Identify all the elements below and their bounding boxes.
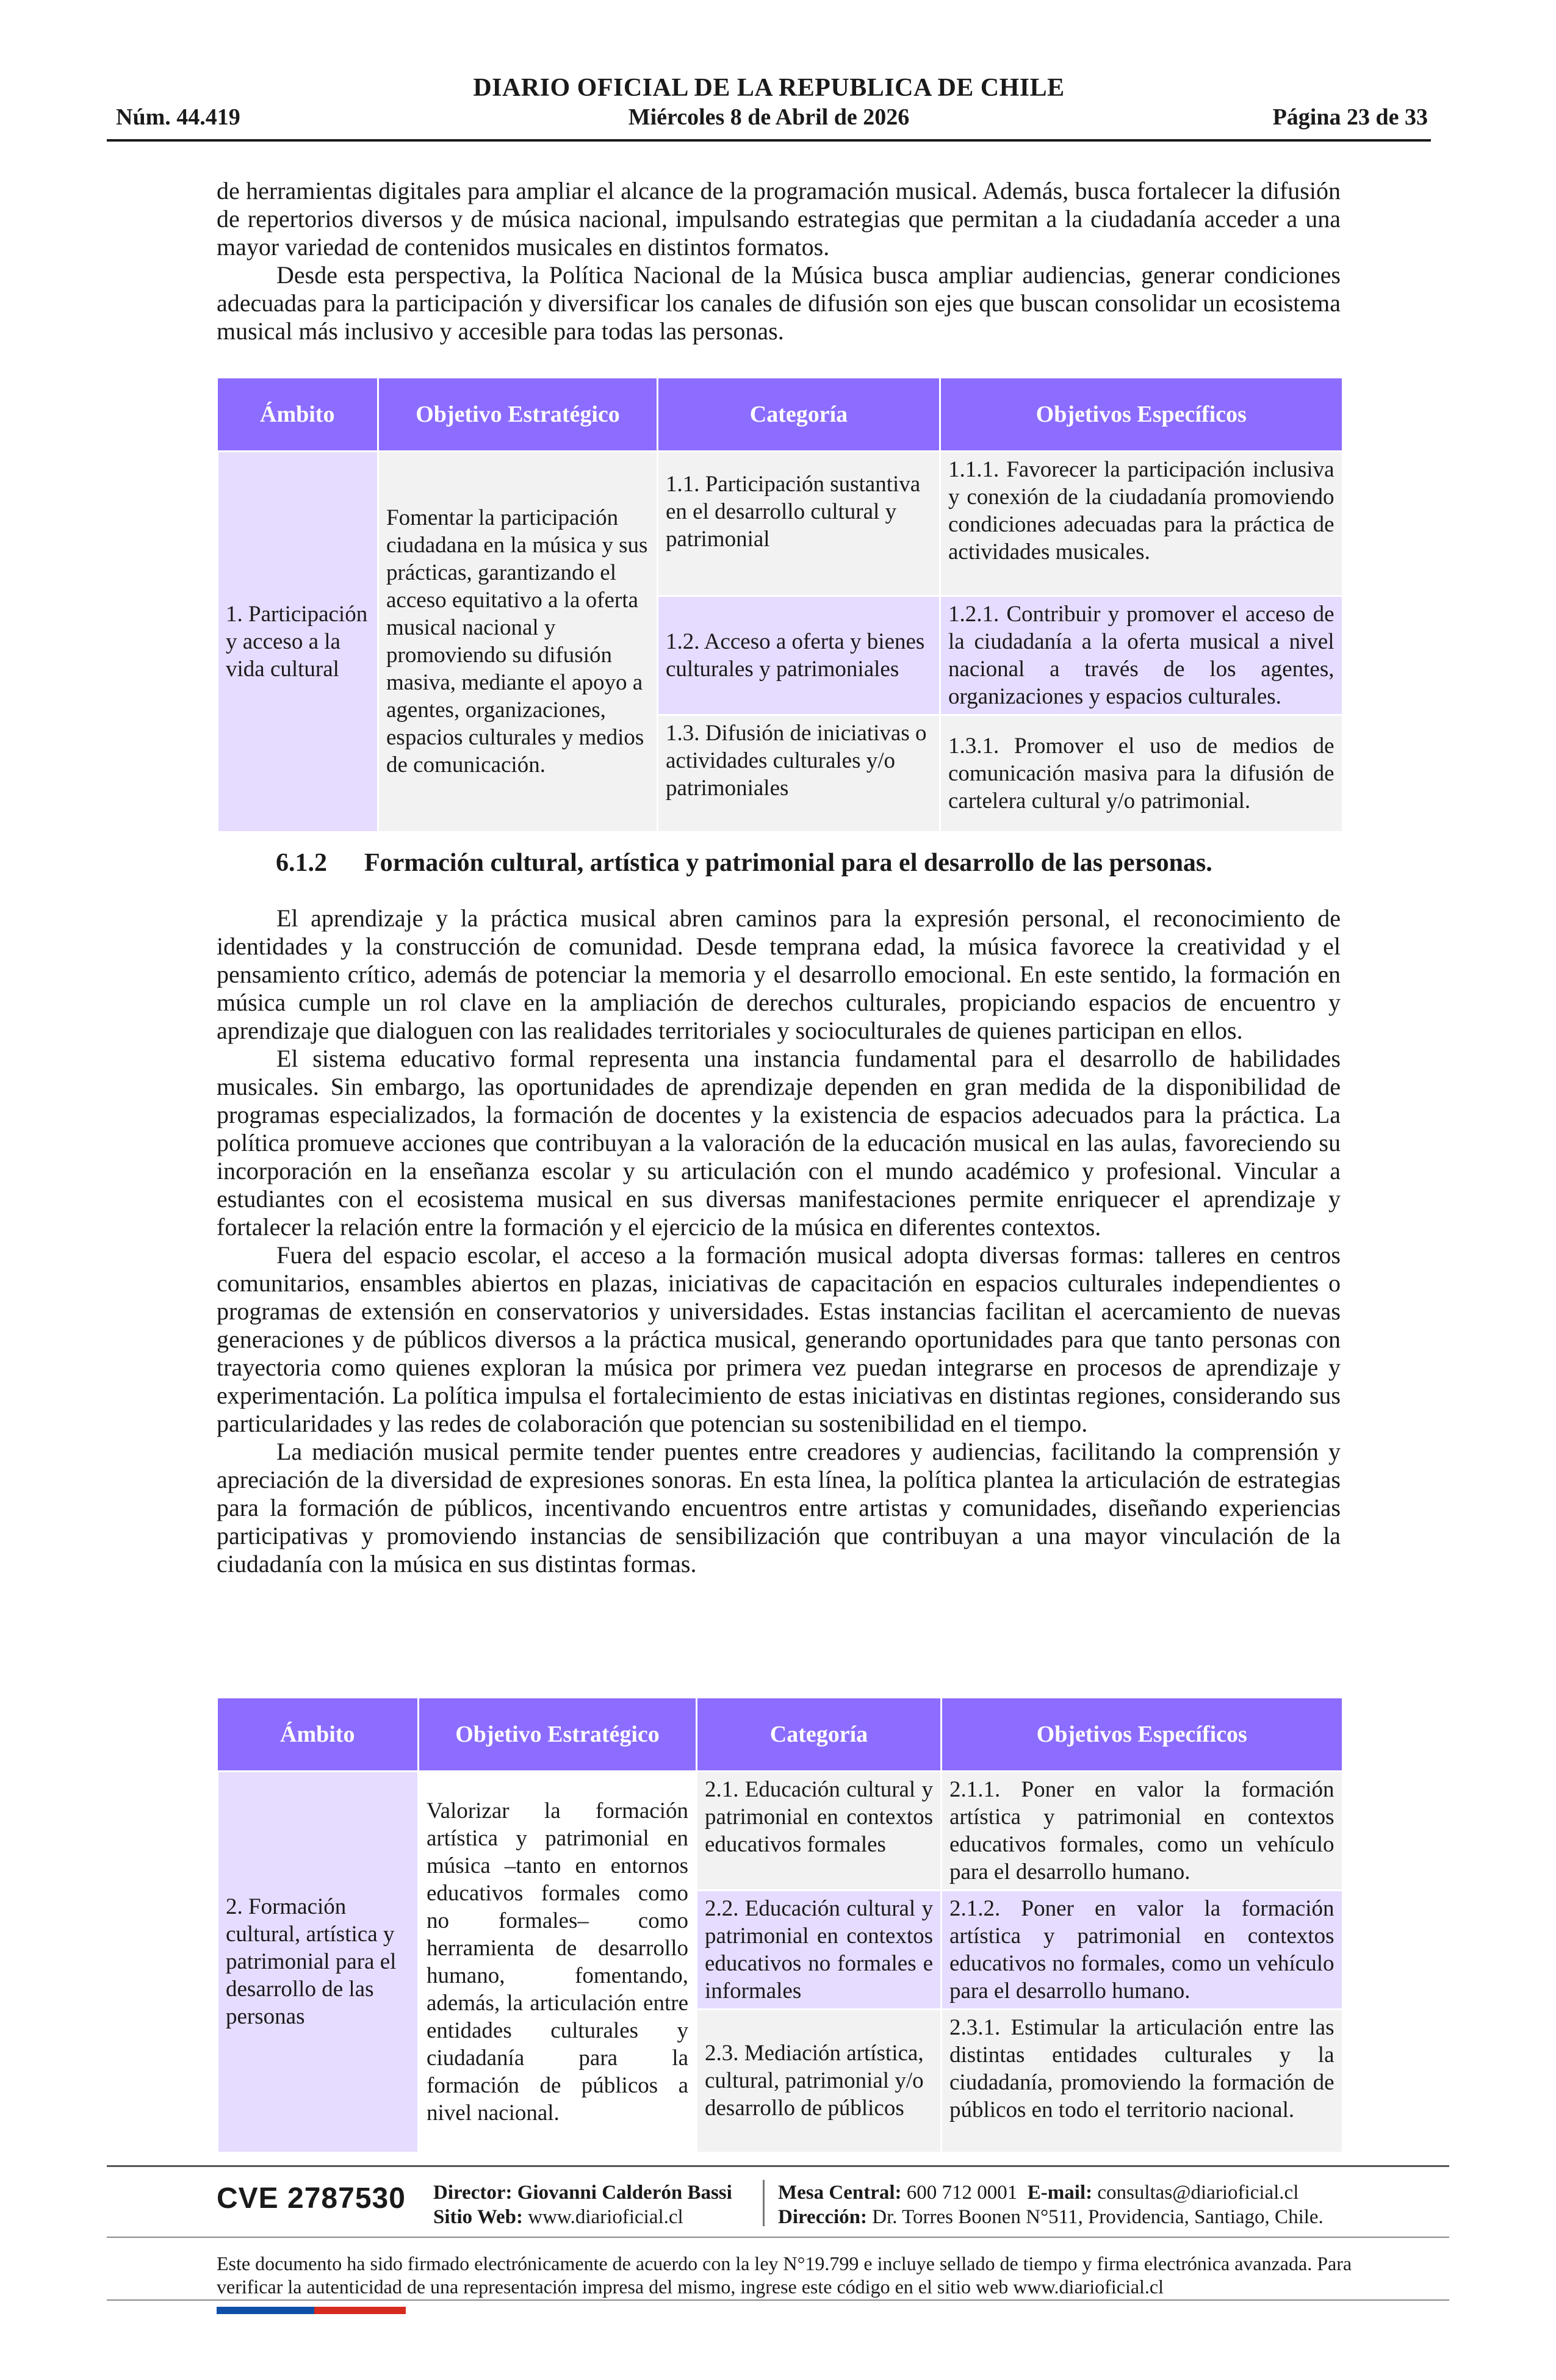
body-paragraph-3: Fuera del espacio escolar, el acceso a la formación musical adopta diversas formas: talleres en centros comunitarios, ensambles abiertos en plazas, iniciativas de capacitación en espacios culturales independientes o programas de extensión en conservatorios y universidades. Estas instancias facilitan el acercamiento de nuevas generaciones y de públicos diversos a la práctica musical, generando oportunidades para que tanto personas con trayectoria como quienes exploran la música por primera vez puedan integrarse en procesos de aprendizaje y experimentación. La política impulsa el fortalecimiento de estas iniciativas en distintas regiones, considerando sus particularidades y las redes de colaboración que potencian su sostenibilidad en el tiempo. [217, 1241, 1341, 1437]
cve-code: CVE 2787530 [217, 2182, 406, 2215]
page-header [107, 73, 1431, 148]
footer-divider [763, 2180, 765, 2226]
categoria-cell: 2.1. Educación cultural y patrimonial en contextos educativos formales [697, 1772, 942, 1891]
page-number: Página 23 de 33 [1272, 104, 1428, 130]
table-row [218, 1772, 1342, 1891]
flag-stripe-blue [217, 2307, 314, 2314]
section-heading [276, 848, 1212, 878]
contact-block [778, 2180, 1324, 2229]
signature-notice: Este documento ha sido firmado electrónicamente de acuerdo con la ley N°19.799 e incluye sellado de tiempo y firma electrónica avanzada. Para verificar la autenticidad de una representación impresa del mismo, ingrese este código en el sitio web www.diarioficial.cl [217, 2252, 1352, 2298]
ambito-cell: 1. Participación y acceso a la vida cultural [218, 452, 378, 831]
body-paragraph-4: La mediación musical permite tender puentes entre creadores y audiencias, facilitando la comprensión y apreciación de la diversidad de expresiones sonoras. En esta línea, la política plantea la articulación de estrategias para la formación de públicos, incentivando encuentros entre artistas y comunidades, diseñando experiencias participativas y promoviendo instancias de sensibilización que contribuyan a una mayor vinculación de la ciudadanía con la música en sus distintas formas. [217, 1438, 1341, 1578]
footer-rule-top [107, 2165, 1449, 2167]
objectives-table-1 [217, 378, 1342, 831]
header-ambito: Ámbito [218, 1698, 419, 1772]
header-objetivo: Objetivo Estratégico [419, 1698, 697, 1772]
mesa-label: Mesa Central: [778, 2182, 902, 2204]
ambito-cell: 2. Formación cultural, artística y patrimonial para el desarrollo de las personas [218, 1772, 419, 2152]
email-link[interactable]: consultas@diarioficial.cl [1097, 2182, 1299, 2204]
categoria-cell: 2.2. Educación cultural y patrimonial en contextos educativos no formales e informales [697, 1891, 942, 2010]
director-name: Giovanni Calderón Bassi [517, 2182, 732, 2204]
especifico-cell: 2.1.2. Poner en valor la formación artística y patrimonial en contextos educativos no formales, como un vehículo para el desarrollo humano. [942, 1891, 1342, 2010]
address-label: Dirección: [778, 2206, 868, 2228]
phone-number: 600 712 0001 [906, 2182, 1018, 2204]
intro-paragraph-2: Desde esta perspectiva, la Política Nacional de la Música busca ampliar audiencias, generar condiciones adecuadas para la participación y diversificar los canales de difusión son ejes que buscan consolidar un ecosistema musical más inclusivo y accesible para todas las personas. [217, 261, 1341, 345]
issue-date: Miércoles 8 de Abril de 2026 [628, 104, 910, 130]
table-row [218, 452, 1342, 596]
email-label: E-mail: [1027, 2182, 1093, 2204]
categoria-cell: 1.2. Acceso a oferta y bienes culturales y patrimoniales [658, 596, 940, 715]
website-link[interactable]: www.diarioficial.cl [528, 2206, 683, 2228]
categoria-cell: 2.3. Mediación artística, cultural, patrimonial y/o desarrollo de públicos [697, 2010, 942, 2152]
categoria-cell: 1.1. Participación sustantiva en el desarrollo cultural y patrimonial [658, 452, 940, 596]
especifico-cell: 2.3.1. Estimular la articulación entre las distintas entidades culturales y la ciudadanía, promoviendo la formación de públicos en todo el territorio nacional. [942, 2010, 1342, 2152]
section-body [217, 904, 1341, 1578]
website-label: Sitio Web: [433, 2206, 524, 2228]
header-ambito: Ámbito [218, 378, 378, 452]
header-especificos: Objetivos Específicos [942, 1698, 1342, 1772]
objectives-table-2 [217, 1698, 1342, 2152]
address: Dr. Torres Boonen N°511, Providencia, Santiago, Chile. [872, 2206, 1324, 2228]
section-number: 6.1.2 [276, 849, 327, 877]
issue-number: Núm. 44.419 [116, 104, 240, 130]
director-label: Director: [433, 2182, 513, 2204]
header-objetivo: Objetivo Estratégico [378, 378, 658, 452]
objetivo-cell: Valorizar la formación artística y patrimonial en música –tanto en entornos educativos formales como no formales– como herramienta de desarrollo humano, fomentando, además, la articulación entre entidades culturales y ciudadanía para la formación de públicos a nivel nacional. [419, 1772, 697, 2152]
header-especificos: Objetivos Específicos [940, 378, 1342, 452]
especifico-cell: 1.2.1. Contribuir y promover el acceso de la ciudadanía a la oferta musical a nivel nacional a través de los agentes, organizaciones y espacios culturales. [940, 596, 1342, 715]
section-title: Formación cultural, artística y patrimonial para el desarrollo de las personas. [364, 849, 1212, 877]
flag-stripe-red [314, 2307, 406, 2314]
table-header-row [218, 1698, 1342, 1772]
table-header-row [218, 378, 1342, 452]
intro-paragraph-1: de herramientas digitales para ampliar el alcance de la programación musical. Además, busca fortalecer la difusión de repertorios diversos y de música nacional, impulsando estrategias que permitan a la ciudadanía acceder a una mayor variedad de contenidos musicales en distintos formatos. [217, 177, 1341, 261]
header-categoria: Categoría [658, 378, 940, 452]
footer-rule-bottom [107, 2299, 1449, 2301]
footer-rule-mid [107, 2237, 1449, 2238]
objetivo-cell: Fomentar la participación ciudadana en la música y sus prácticas, garantizando el acceso equitativo a la oferta musical nacional y promoviendo su difusión masiva, mediante el apoyo a agentes, organizaciones, espacios culturales y medios de comunicación. [378, 452, 658, 831]
especifico-cell: 1.3.1. Promover el uso de medios de comunicación masiva para la difusión de cartelera cultural y/o patrimonial. [940, 715, 1342, 831]
categoria-cell: 1.3. Difusión de iniciativas o actividades culturales y/o patrimoniales [658, 715, 940, 831]
publication-title: DIARIO OFICIAL DE LA REPUBLICA DE CHILE [473, 74, 1065, 102]
director-block [433, 2180, 732, 2229]
especifico-cell: 2.1.1. Poner en valor la formación artística y patrimonial en contextos educativos formales, como un vehículo para el desarrollo humano. [942, 1772, 1342, 1891]
header-categoria: Categoría [697, 1698, 942, 1772]
body-paragraph-1: El aprendizaje y la práctica musical abren caminos para la expresión personal, el reconocimiento de identidades y la construcción de comunidad. Desde temprana edad, la música favorece la creatividad y el pensamiento crítico, además de potenciar la memoria y el desarrollo emocional. En este sentido, la formación en música cumple un rol clave en la ampliación de derechos culturales, propiciando espacios de encuentro y aprendizaje que dialoguen con las realidades territoriales y socioculturales de quienes participan en ellos. [217, 904, 1341, 1044]
body-paragraph-2: El sistema educativo formal representa una instancia fundamental para el desarrollo de habilidades musicales. Sin embargo, las oportunidades de aprendizaje dependen en gran medida de la disponibilidad de programas especializados, la formación de docentes y la existencia de espacios adecuados para la práctica. La política promueve acciones que contribuyan a la valoración de la educación musical en las aulas, favoreciendo su incorporación en la enseñanza escolar y su articulación con el mundo académico y profesional. Vincular a estudiantes con el ecosistema musical en sus diversas manifestaciones permite enriquecer el aprendizaje y fortalecer la relación entre la formación y el ejercicio de la música en diferentes contextos. [217, 1045, 1341, 1241]
header-rule [107, 139, 1431, 142]
especifico-cell: 1.1.1. Favorecer la participación inclusiva y conexión de la ciudadanía promoviendo condiciones adecuadas para la práctica de actividades musicales. [940, 452, 1342, 596]
intro-text [217, 177, 1341, 345]
